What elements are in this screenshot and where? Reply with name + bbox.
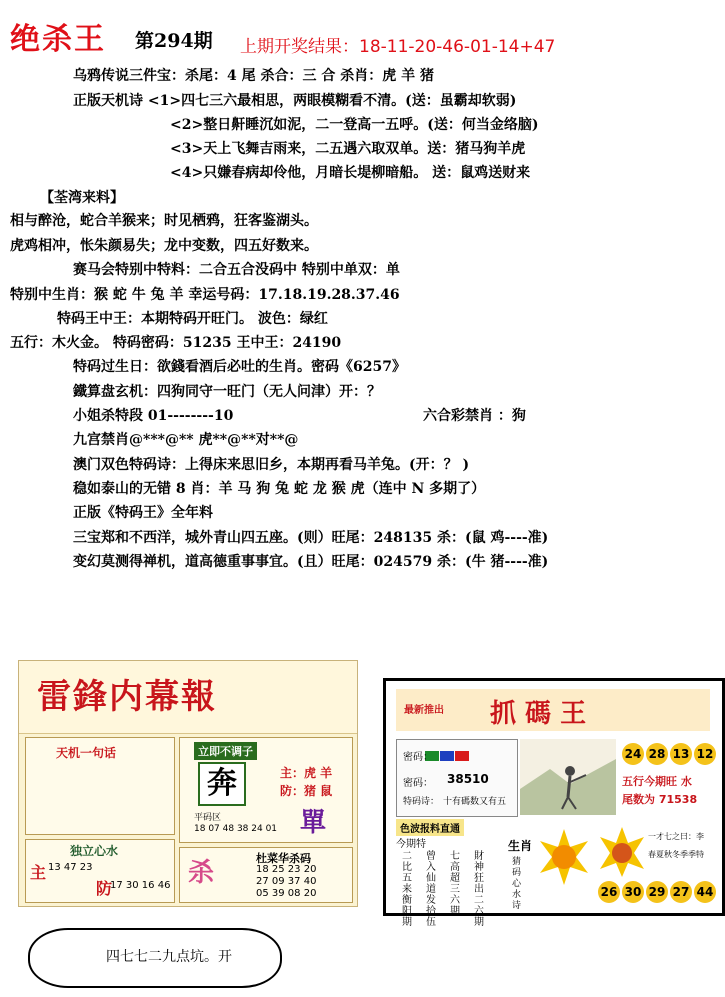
text-line: <2>整日鼾睡沉如泥，二一登高一五呼。(送：何当金络脑) <box>170 117 539 133</box>
text-line: 赛马会特别中特料：二合五合没码中 特别中单双：单 <box>73 262 400 278</box>
leifeng-panel <box>18 660 358 907</box>
box-title: 独立心水 <box>70 844 119 858</box>
number-ball: 24 <box>622 743 644 765</box>
jinqi-label: 今期特 <box>396 839 426 850</box>
panel-header <box>19 661 357 734</box>
text-line: 小姐杀特段 01--------10 <box>73 408 234 424</box>
tag-label: 最新推出 <box>404 705 444 716</box>
text-line: <4>只嫌春病却伶他，月暗长堤柳暗船。 送：鼠鸡送财来 <box>170 165 531 181</box>
season-text: 春夏秋冬季季特 <box>648 850 704 859</box>
dan-character: 單 <box>300 808 327 838</box>
issue-number: 第294期 <box>135 30 213 52</box>
number-row: 18 25 23 20 <box>256 864 317 875</box>
yiju-text: 一才七之曰：李 <box>648 832 704 841</box>
box-title: 立即不调子 <box>194 742 257 760</box>
text-line: 正版天机诗 <1>四七三六最相思，两眼模糊看不清。(送：虽霸却软弱) <box>73 93 517 109</box>
spirit-text: 猜码心水诗 <box>512 857 522 911</box>
mima-box <box>396 739 518 817</box>
page-title: 绝杀王 <box>10 22 106 57</box>
rooster-icon <box>598 827 646 877</box>
panel-title: 雷鋒内幕報 <box>37 677 217 717</box>
text-line: 澳门双色特码诗：上得床来思旧乡，本期再看马羊兔。(开：？ ) <box>73 457 470 473</box>
mima-value: 38510 <box>447 772 489 786</box>
number-ball: 26 <box>598 881 620 903</box>
text-line: 特码王中王：本期特码开旺门。 波色：绿红 <box>57 311 328 327</box>
number-ball: 12 <box>694 743 716 765</box>
number-ball: 13 <box>670 743 692 765</box>
text-line: 虎鸡相冲，怅朱颜易失；龙中变数，四五好数来。 <box>10 238 318 254</box>
wuxing-text: 五行今期旺 水 <box>622 775 692 788</box>
shengxiao-label: 生肖 <box>508 839 533 853</box>
number-row: 05 39 08 20 <box>256 888 317 899</box>
farmer-picture <box>520 739 616 815</box>
number-ball: 28 <box>646 743 668 765</box>
zhu-label: 主：虎 羊 <box>280 766 333 780</box>
col-text: 曾入仙道发拾伍 <box>426 851 436 928</box>
box-title: 天机一句话 <box>56 746 117 760</box>
zhu-label: 主 <box>30 863 47 882</box>
text-line: 五行：木火金。 特码密码：51235 王中王：24190 <box>10 335 342 351</box>
text-line: <3>天上飞舞吉雨来，二五遇六取双单。送：猪马狗羊虎 <box>170 141 526 157</box>
fang-label: 防 <box>96 879 113 898</box>
section-heading: 【荃湾来料】 <box>40 190 124 206</box>
zhu-fang-box <box>179 737 353 843</box>
text-line: 特别中生肖：猴 蛇 牛 兔 羊 幸运号码：17.18.19.28.37.46 <box>10 287 400 303</box>
cloud-text: 四七七二九点坑。开 <box>106 949 232 965</box>
tianji-box <box>25 737 175 835</box>
number-ball: 30 <box>622 881 644 903</box>
number-row: 13 47 23 <box>48 862 93 873</box>
xinshui-box <box>25 839 175 903</box>
cloud-bubble <box>28 928 282 988</box>
ping-label: 平码区 <box>194 813 222 823</box>
col-text: 二比五来衡阳期 <box>402 851 412 928</box>
text-line: 稳如泰山的无错 8 肖：羊 马 狗 兔 蛇 龙 猴 虎（连中 N 多期了） <box>73 481 486 497</box>
ping-numbers: 18 07 48 38 24 01 <box>194 824 278 834</box>
number-row: 17 30 16 46 <box>110 880 171 891</box>
number-row: 27 09 37 40 <box>256 876 317 887</box>
col-text: 七高超三六期 <box>450 851 460 917</box>
shama-box <box>179 847 353 903</box>
text-line: 正版《特码王》全年料 <box>73 505 213 521</box>
text-line: 乌鸦传说三件宝：杀尾：4 尾 杀合：三 合 杀肖：虎 羊 猪 <box>73 68 434 84</box>
number-ball: 27 <box>670 881 692 903</box>
text-line: 六合彩禁肖 ：狗 <box>423 408 526 424</box>
text-line: 特码过生日：欲錢看酒后必吐的生肖。密码《6257》 <box>73 359 406 375</box>
text-line: 三宝郑和不西洋，城外青山四五座。(则）旺尾：248135 杀：(鼠 鸡----准) <box>73 530 549 546</box>
weishu-text: 尾数为 71538 <box>622 793 698 806</box>
sebo-label: 色波报料直通 <box>396 819 464 836</box>
big-character: 奔 <box>198 762 246 806</box>
mima-label: 密码： <box>403 778 433 789</box>
sun-icon <box>536 829 592 885</box>
tema-shi: 十有碼数又有五 <box>443 797 507 807</box>
number-ball: 44 <box>694 881 716 903</box>
fang-label: 防：猪 鼠 <box>280 784 333 798</box>
box-title: 杜菜华杀码 <box>256 852 311 865</box>
panel-title: 抓 碼 王 <box>490 699 587 729</box>
col-text: 財神狂出二六期 <box>474 851 484 928</box>
text-line: 相与醉沧，蛇合羊猴来；时见栖鸦，狂客鉴湖头。 <box>10 213 318 229</box>
mima-label: 密码： <box>403 752 433 763</box>
number-ball: 29 <box>646 881 668 903</box>
text-line: 鐵算盘玄机：四狗同守一旺门（无人问津）开：？ <box>73 384 381 400</box>
zhuama-panel <box>383 678 725 928</box>
panel-banner <box>396 689 710 731</box>
sha-character: 杀 <box>188 858 215 888</box>
text-line: 变幻莫测得禅机，道高德重事事宜。(且）旺尾：024579 杀：(牛 猪----准) <box>73 554 549 570</box>
last-result: 上期开奖结果：18-11-20-46-01-14+47 <box>240 37 556 57</box>
text-line: 九宫禁肖@***@** 虎**@**对**@ <box>73 432 299 448</box>
tema-shi-label: 特码诗： <box>403 797 440 807</box>
